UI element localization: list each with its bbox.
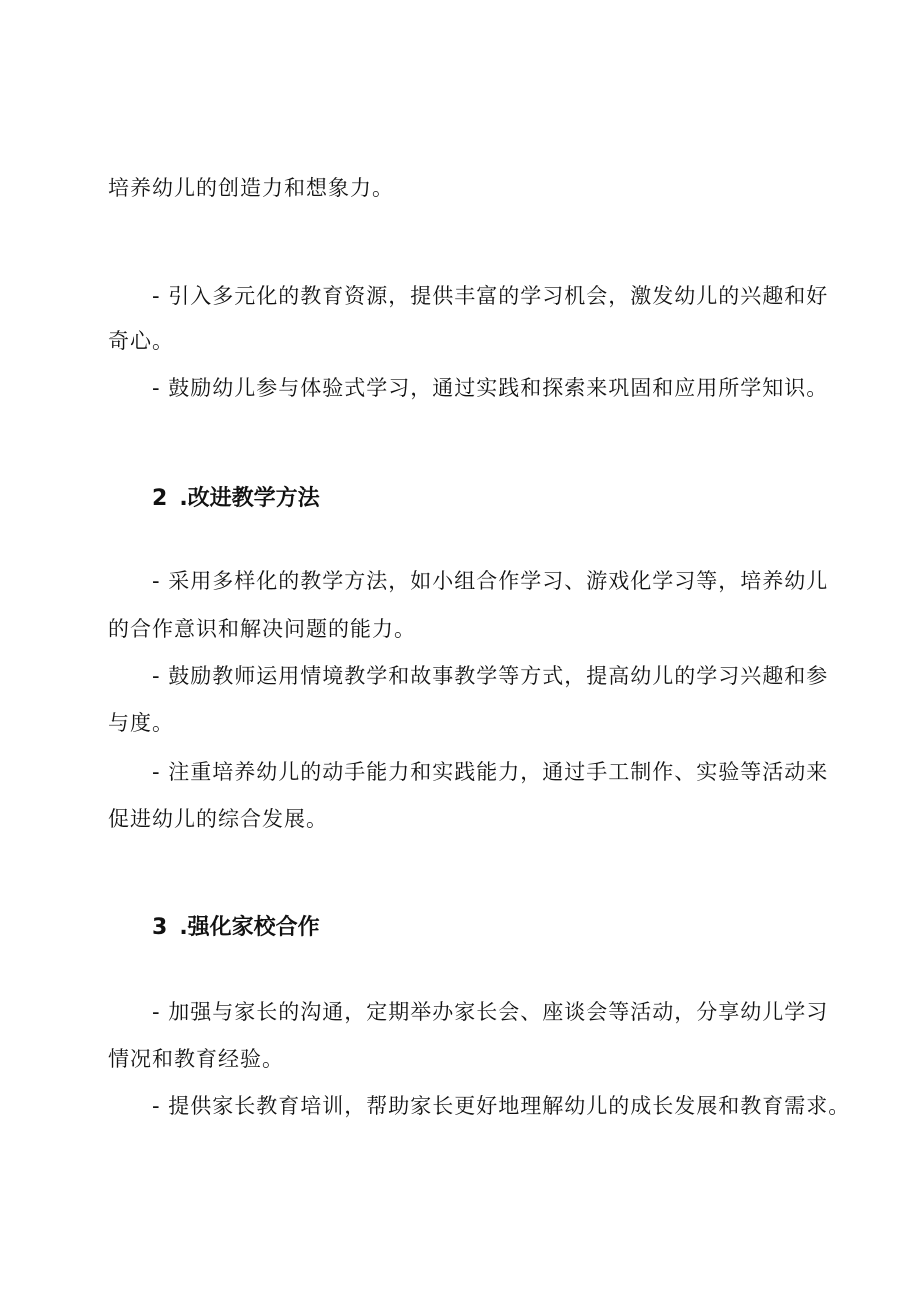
- list-item-line: - 加强与家长的沟通，定期举办家长会、座谈会等活动，分享幼儿学习: [152, 1000, 829, 1024]
- list-item-line: - 鼓励幼儿参与体验式学习，通过实践和探索来巩固和应用所学知识。: [152, 376, 829, 400]
- intro-continuation: 培养幼儿的创造力和想象力。: [108, 176, 394, 200]
- list-item-line: - 鼓励教师运用情境教学和故事教学等方式，提高幼儿的学习兴趣和参: [152, 664, 829, 688]
- list-item-line: - 注重培养幼儿的动手能力和实践能力，通过手工制作、实验等活动来: [152, 760, 829, 784]
- list-item-line: - 引入多元化的教育资源，提供丰富的学习机会，激发幼儿的兴趣和好: [152, 284, 829, 308]
- list-item-line: 奇心。: [108, 329, 174, 353]
- list-item-line: 促进幼儿的综合发展。: [108, 807, 328, 831]
- section-title: .强化家校合作: [179, 915, 320, 940]
- section-heading-2: [152, 484, 320, 514]
- list-item-line: 与度。: [108, 711, 174, 735]
- list-item-line: 情况和教育经验。: [108, 1047, 284, 1071]
- section-number: 2: [152, 486, 168, 511]
- list-item-line: 的合作意识和解决问题的能力。: [108, 617, 416, 641]
- list-item-line: - 提供家长教育培训，帮助家长更好地理解幼儿的成长发展和教育需求。: [152, 1094, 851, 1118]
- section-title: .改进教学方法: [179, 486, 320, 511]
- section-heading-3: [152, 913, 320, 943]
- list-item-line: - 采用多样化的教学方法，如小组合作学习、游戏化学习等，培养幼儿: [152, 569, 829, 593]
- section-number: 3: [152, 915, 168, 940]
